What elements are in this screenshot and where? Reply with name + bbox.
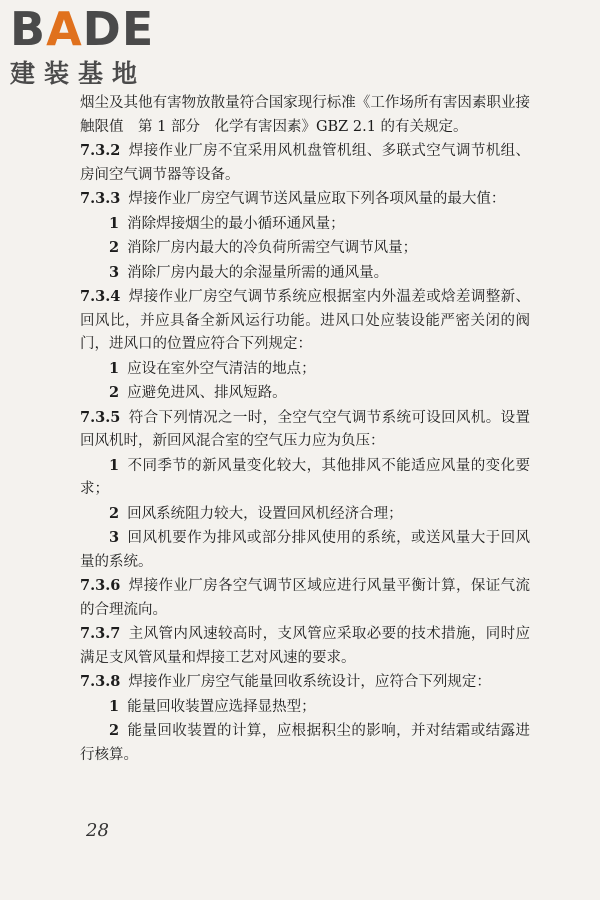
item-text: 能量回收装置应选择显热型； [127,698,316,715]
brand-logo [10,2,175,88]
section-text: 焊接作业厂房各空气调节区域应进行风量平衡计算，保证气流的合理流向。 [80,578,530,618]
item-number: 1 [109,359,120,377]
item-text: 消除厂房内最大的余湿量所需的通风量。 [127,264,389,281]
section-7-3-3 [80,187,530,212]
list-item [80,381,530,406]
section-number: 7.3.5 [80,408,121,426]
section-number: 7.3.3 [80,190,121,207]
logo-letters-prefix: B [10,2,47,56]
document-body [80,92,530,767]
logo-subtitle: 建装基地 [10,59,147,88]
section-number: 7.3.8 [80,673,121,690]
item-text: 消除焊接烟尘的最小循环通风量； [127,215,345,232]
item-text: 能量回收装置的计算，应根据积尘的影响，并对结霜或结露进行核算。 [80,723,530,763]
logo-letters-suffix: DE [82,2,155,56]
logo-wordmark [10,2,175,56]
continued-paragraph: 烟尘及其他有害物放散量符合国家现行标准《工作场所有害因素职业接触限值 第 1 部分 化学有害因素》GBZ 2.1 的有关规定。 [80,95,530,135]
item-text: 回风机要作为排风或部分排风使用的系统，或送风量大于回风量的系统。 [80,530,530,570]
item-text: 应避免进风、排风短路。 [127,385,287,401]
item-number: 2 [109,722,120,739]
section-7-3-6 [80,574,530,622]
item-number: 1 [109,697,120,715]
section-text: 焊接作业厂房不宜采用风机盘管机组、多联式空气调节机组、房间空气调节器等设备。 [80,143,530,183]
item-text: 不同季节的新风量变化较大，其他排风不能适应风量的变化要求； [80,457,530,497]
item-text: 回风系统阻力较大，设置回风机经济合理； [127,505,403,522]
section-text: 符合下列情况之一时，全空气空气调节系统可设回风机。设置回风机时，新回风混合室的空气压力应为负压： [80,409,530,449]
list-item [80,212,530,237]
section-text: 焊接作业厂房空气调节系统应根据室内外温差或焓差调整新、回风比，并应具备全新风运行功能。进风口处应装设能严密关闭的阀门，进风口的位置应符合下列规定： [80,289,530,352]
item-number: 2 [109,239,120,256]
list-item [80,719,530,767]
section-number: 7.3.6 [80,577,121,594]
section-text: 焊接作业厂房空气能量回收系统设计，应符合下列规定： [128,674,491,690]
section-number: 7.3.2 [80,142,121,159]
list-item [80,526,530,574]
logo-letter-accent: A [46,2,83,56]
item-number: 2 [109,504,120,522]
section-text: 焊接作业厂房空气调节送风量应取下列各项风量的最大值： [128,191,506,207]
section-7-3-5 [80,406,530,454]
section-text: 主风管内风速较高时，支风管应采取必要的技术措施，同时应满足支风管风量和焊接工艺对风速的要求。 [80,626,530,666]
list-item [80,502,530,527]
item-number: 1 [109,214,120,232]
item-number: 2 [109,384,120,401]
section-number: 7.3.7 [80,625,121,642]
item-text: 应设在室外空气清洁的地点； [127,360,316,377]
item-number: 1 [109,456,120,474]
page-number: 28 [86,820,109,841]
section-7-3-7 [80,622,530,670]
list-item [80,261,530,286]
section-7-3-8 [80,670,530,695]
list-item [80,357,530,382]
section-number: 7.3.4 [80,288,121,305]
section-7-3-2 [80,139,530,187]
item-text: 消除厂房内最大的冷负荷所需空气调节风量； [127,240,418,256]
list-item [80,236,530,261]
section-7-3-4 [80,285,530,357]
item-number: 3 [109,263,120,281]
list-item [80,454,530,502]
list-item [80,695,530,720]
item-number: 3 [109,529,120,546]
